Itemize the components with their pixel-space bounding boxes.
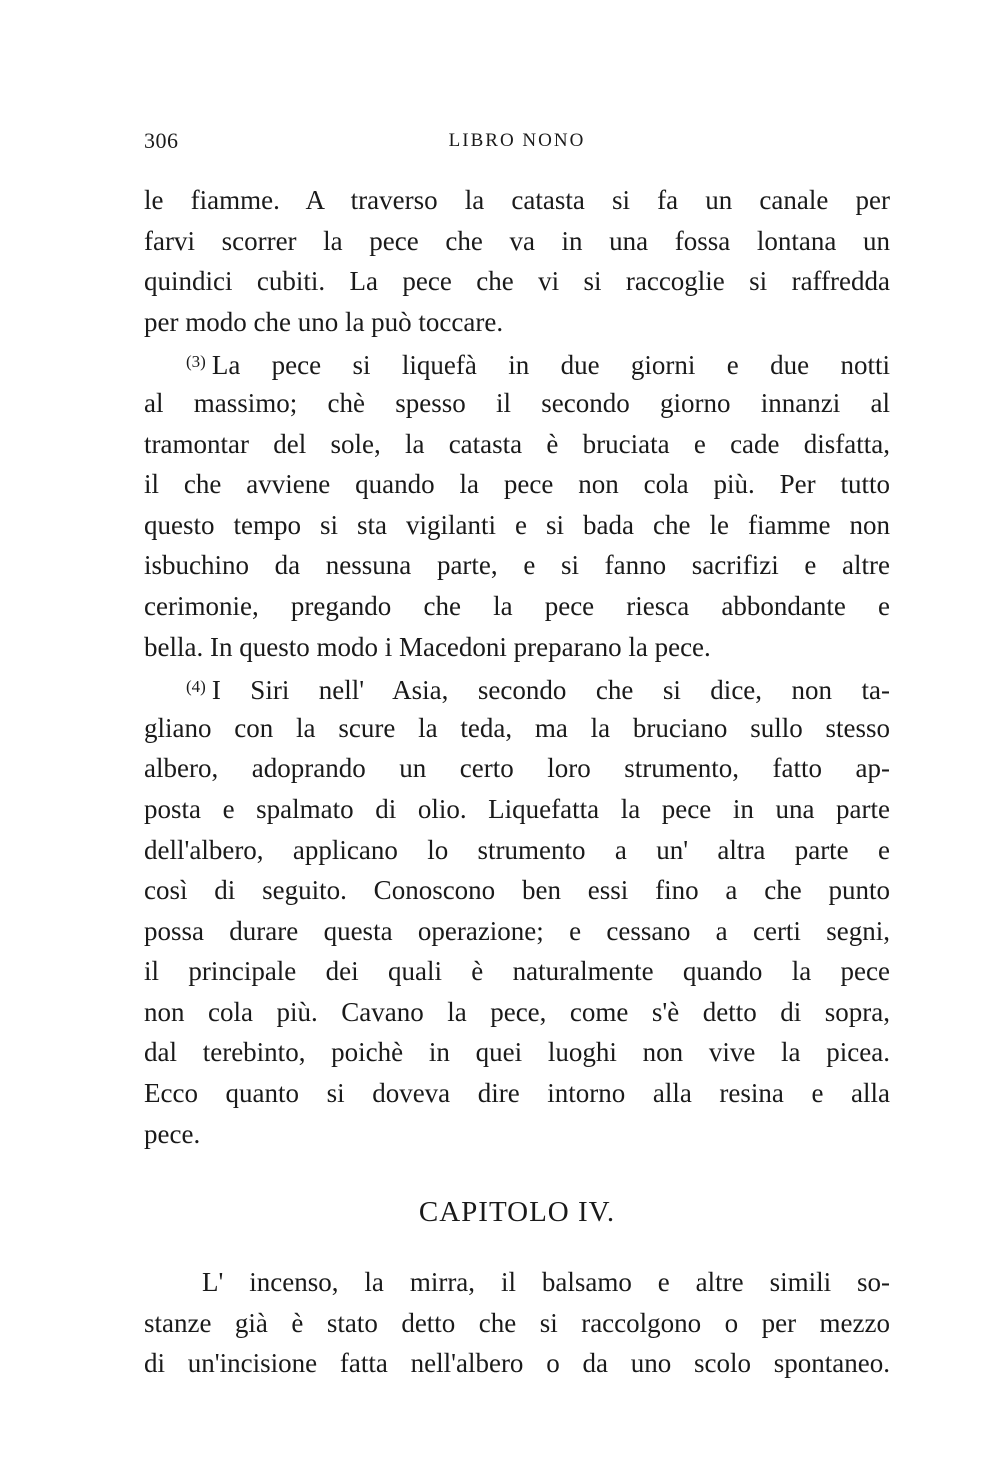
text-line: non cola più. Cavano la pece, come s'è detto di sopra, xyxy=(144,996,890,1027)
section-marker: (3) xyxy=(186,352,206,372)
text-line: quindici cubiti. La pece che vi si raccoglie si raffredda xyxy=(144,266,890,297)
text-line-content: I Siri nell' Asia, secondo che si dice, non ta- xyxy=(211,675,890,706)
text-line: così di seguito. Conoscono ben essi fino a che punto xyxy=(144,875,890,906)
text-line: possa durare questa operazione; e cessano a certi segni, xyxy=(144,915,890,946)
text-line: isbuchino da nessuna parte, e si fanno sacrifizi e altre xyxy=(144,550,890,581)
text-line-first xyxy=(144,342,890,383)
text-line: pece. xyxy=(144,1118,201,1149)
text-line: L' incenso, la mirra, il balsamo e altre simili so- xyxy=(202,1267,890,1297)
text-line: tramontar del sole, la catasta è bruciata e cade disfatta, xyxy=(144,428,890,459)
text-line: di un'incisione fatta nell'albero o da uno scolo spontaneo. xyxy=(144,1348,890,1379)
text-line: al massimo; chè spesso il secondo giorno innanzi al xyxy=(144,387,890,418)
text-line: questo tempo si sta vigilanti e si bada che le fiamme non xyxy=(144,509,890,540)
text-line: il che avviene quando la pece non cola più. Per tutto xyxy=(144,469,890,500)
running-head xyxy=(144,128,890,158)
text-line: Ecco quanto si doveva dire intorno alla resina e alla xyxy=(144,1078,890,1109)
text-line: cerimonie, pregando che la pece riesca abbondante e xyxy=(144,590,890,621)
text-line: gliano con la scure la teda, ma la bruciano sullo stesso xyxy=(144,712,890,743)
text-line: bella. In questo modo i Macedoni preparano la pece. xyxy=(144,631,711,662)
chapter-heading: CAPITOLO IV. xyxy=(418,1196,616,1228)
text-line: le fiamme. A traverso la catasta si fa un canale per xyxy=(144,185,890,215)
text-line-content: La pece si liquefà in due giorni e due notti xyxy=(211,350,890,381)
text-line: per modo che uno la può toccare. xyxy=(144,306,504,337)
text-line: stanze già è stato detto che si raccolgono o per mezzo xyxy=(144,1307,890,1338)
page-number: 306 xyxy=(144,128,179,153)
text-line-first xyxy=(144,667,890,708)
text-line: il principale dei quali è naturalmente quando la pece xyxy=(144,956,890,987)
text-line: farvi scorrer la pece che va in una fossa lontana un xyxy=(144,225,890,256)
text-line: dell'albero, applicano lo strumento a un' altra parte e xyxy=(144,834,890,865)
chapter-text xyxy=(144,1262,890,1384)
text-line: posta e spalmato di olio. Liquefatta la pece in una parte xyxy=(144,793,890,824)
running-title: LIBRO NONO xyxy=(448,130,586,151)
section-marker: (4) xyxy=(186,677,206,697)
text-line: albero, adoprando un certo loro strumento, fatto ap- xyxy=(144,753,890,784)
text-line: dal terebinto, poichè in quei luoghi non vive la picea. xyxy=(144,1037,890,1068)
body-text xyxy=(144,180,890,1154)
